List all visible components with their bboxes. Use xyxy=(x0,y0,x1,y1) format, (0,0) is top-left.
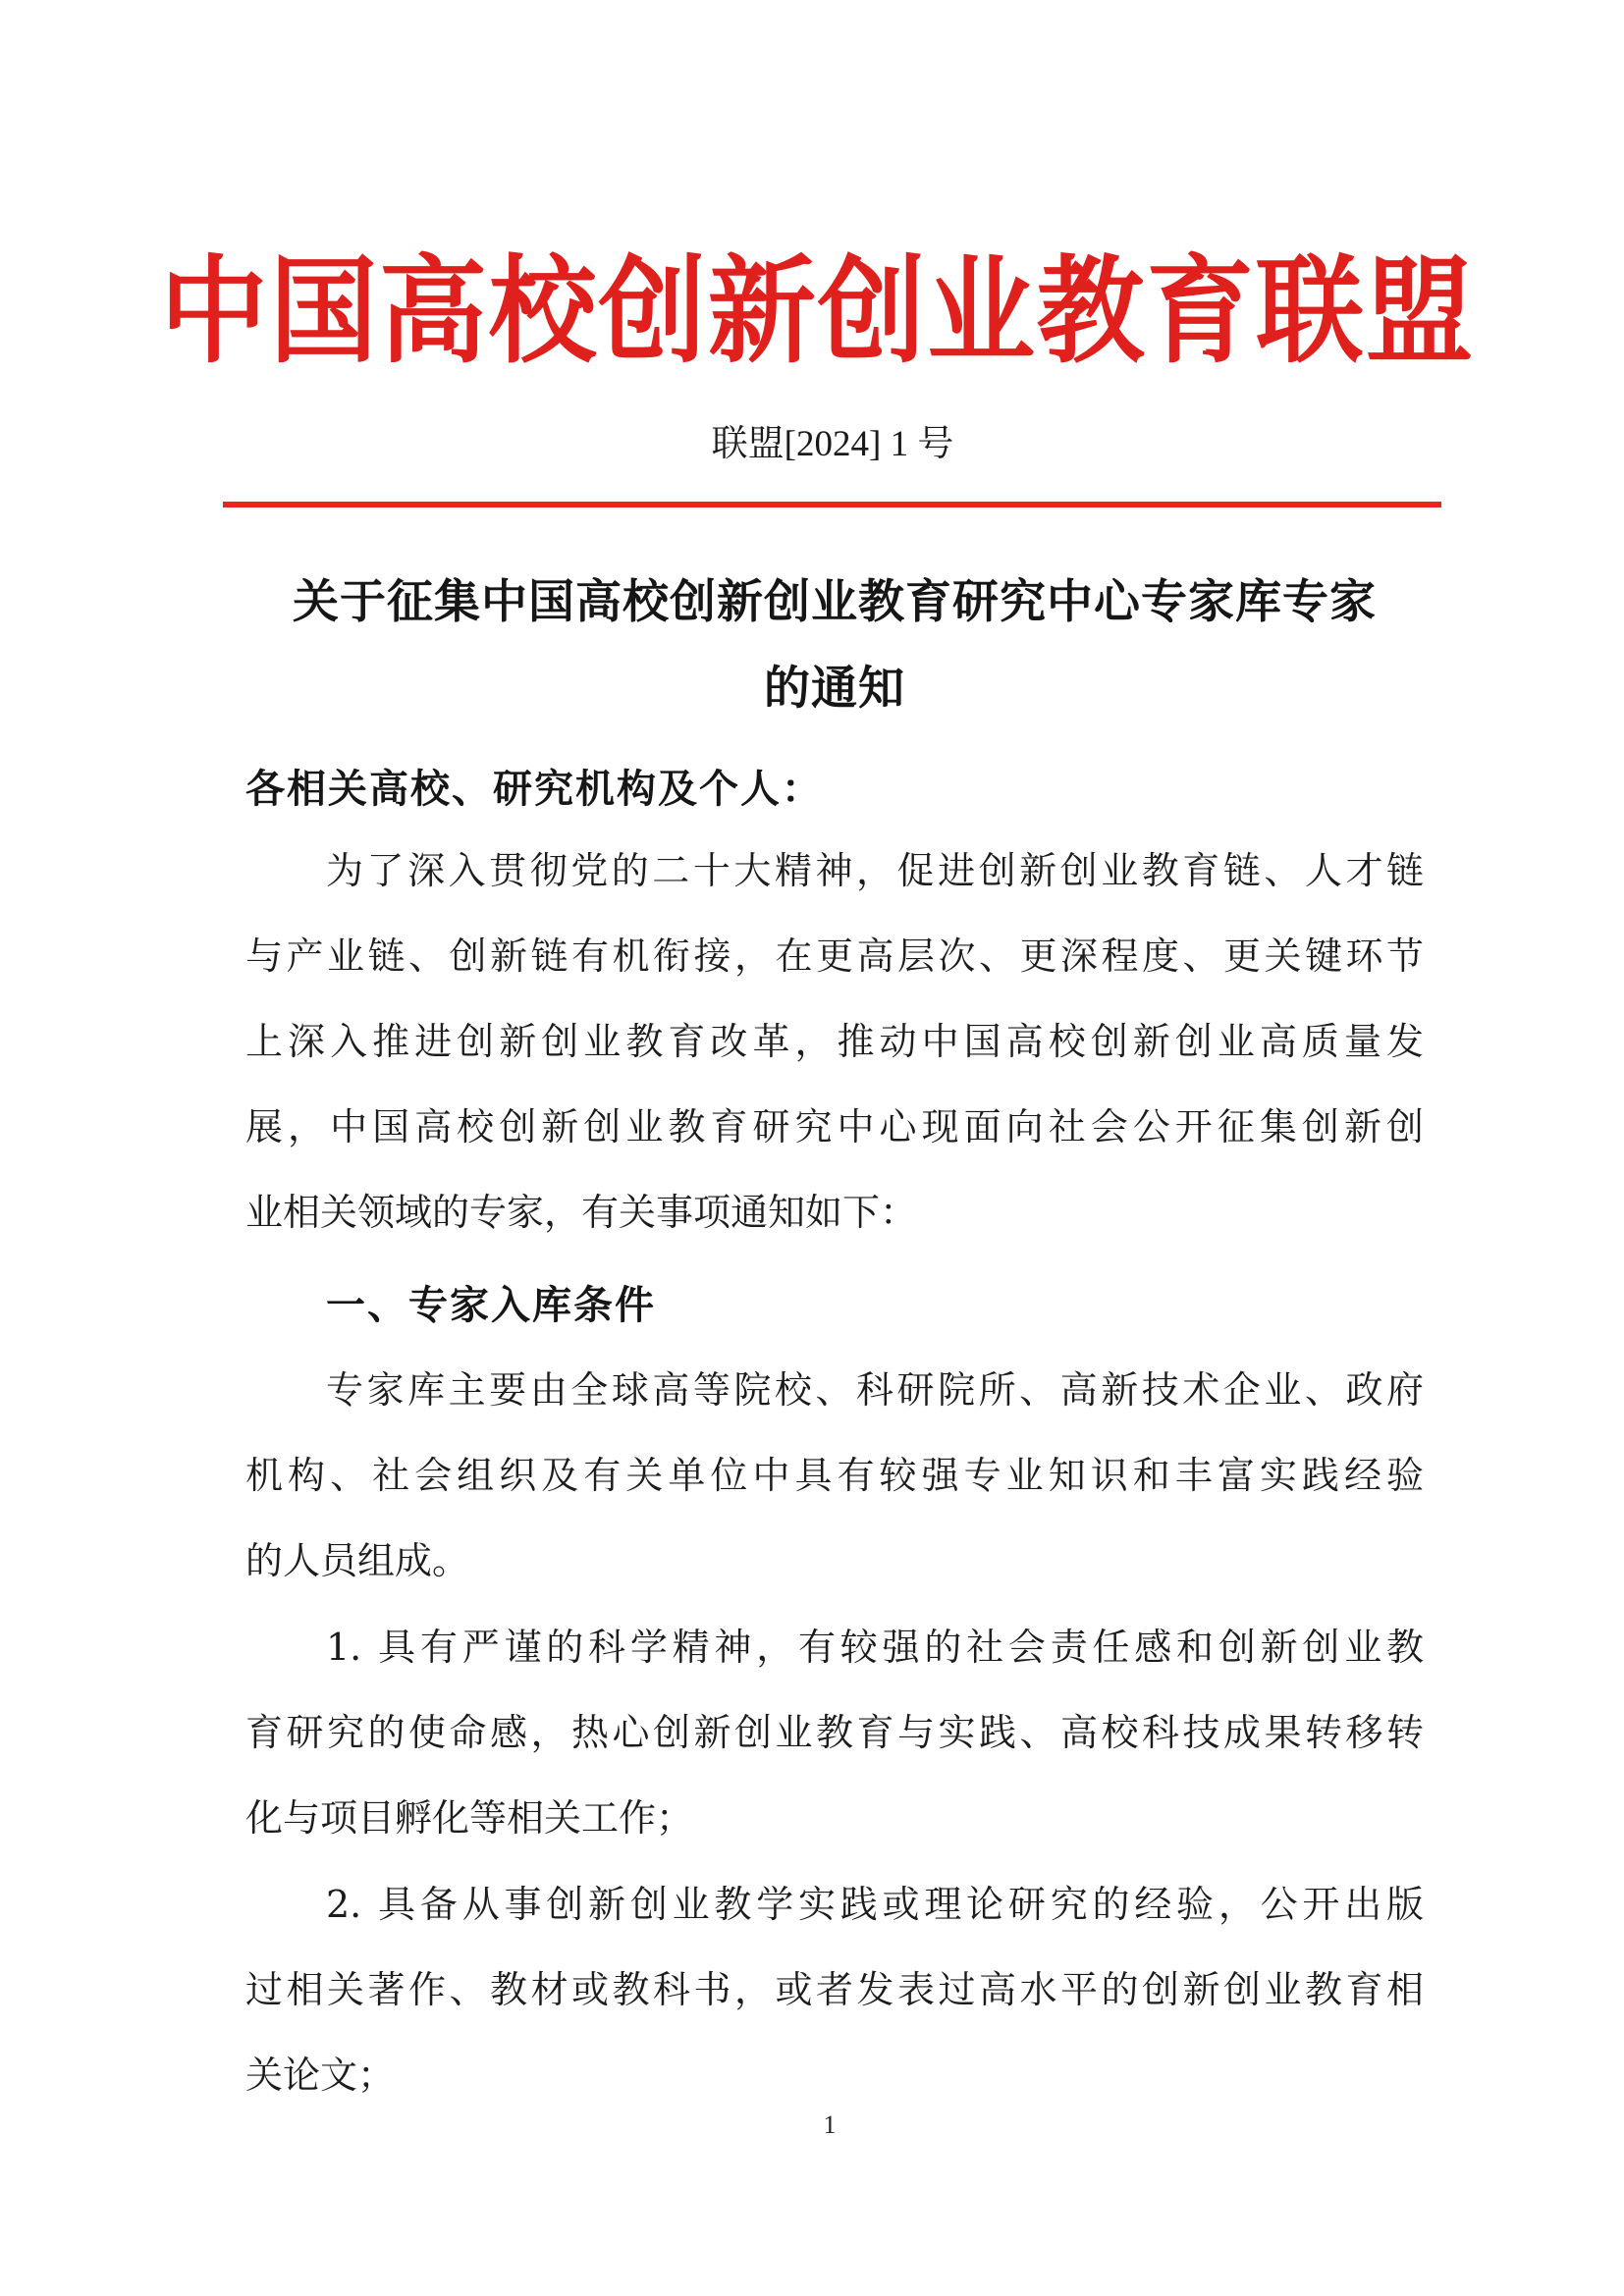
section1-line: 专家库主要由全球高等院校、科研院所、高新技术企业、政府 xyxy=(326,1368,1424,1412)
intro-line: 与产业链、创新链有机衔接，在更高层次、更深程度、更关键环节 xyxy=(245,934,1424,978)
intro-line: 为了深入贯彻党的二十大精神，促进创新创业教育链、人才链 xyxy=(326,849,1424,892)
intro-line: 上深入推进创新创业教育改革，推动中国高校创新创业高质量发 xyxy=(245,1020,1424,1063)
criteria-item-1-line: 1. 具有严谨的科学精神，有较强的社会责任感和创新创业教 xyxy=(326,1626,1424,1669)
page-number: 1 xyxy=(823,2110,837,2139)
section1-paragraph xyxy=(245,1348,1424,1604)
masthead-title: 中国高校创新创业教育联盟 xyxy=(159,242,1476,379)
red-divider-rule xyxy=(223,502,1441,507)
document-title-line-2: 的通知 xyxy=(764,662,905,716)
section1-line: 机构、社会组织及有关单位中具有较强专业知识和丰富实践经验 xyxy=(245,1454,1424,1497)
criteria-item-1-line: 化与项目孵化等相关工作； xyxy=(245,1796,694,1840)
document-number: 联盟[2024] 1 号 xyxy=(711,424,954,464)
criteria-item-1 xyxy=(245,1605,1424,1861)
criteria-item-2-line: 过相关著作、教材或教科书，或者发表过高水平的创新创业教育相 xyxy=(245,1968,1424,2011)
criteria-item-2-line: 2. 具备从事创新创业教学实践或理论研究的经验，公开出版 xyxy=(326,1883,1424,1926)
intro-line: 展，中国高校创新创业教育研究中心现面向社会公开征集创新创 xyxy=(245,1105,1424,1148)
document-title-line-1: 关于征集中国高校创新创业教育研究中心专家库专家 xyxy=(293,575,1377,629)
intro-line: 业相关领域的专家，有关事项通知如下： xyxy=(245,1191,918,1234)
intro-paragraph xyxy=(245,828,1424,1255)
section-heading-1: 一、专家入库条件 xyxy=(326,1283,656,1328)
section1-line: 的人员组成。 xyxy=(245,1539,470,1582)
criteria-item-1-line: 育研究的使命感，热心创新创业教育与实践、高校科技成果转移转 xyxy=(245,1711,1424,1754)
salutation: 各相关高校、研究机构及个人： xyxy=(245,767,823,812)
criteria-item-2-line: 关论文； xyxy=(245,2054,396,2097)
criteria-item-2 xyxy=(245,1862,1424,2118)
document-title xyxy=(245,560,1424,732)
